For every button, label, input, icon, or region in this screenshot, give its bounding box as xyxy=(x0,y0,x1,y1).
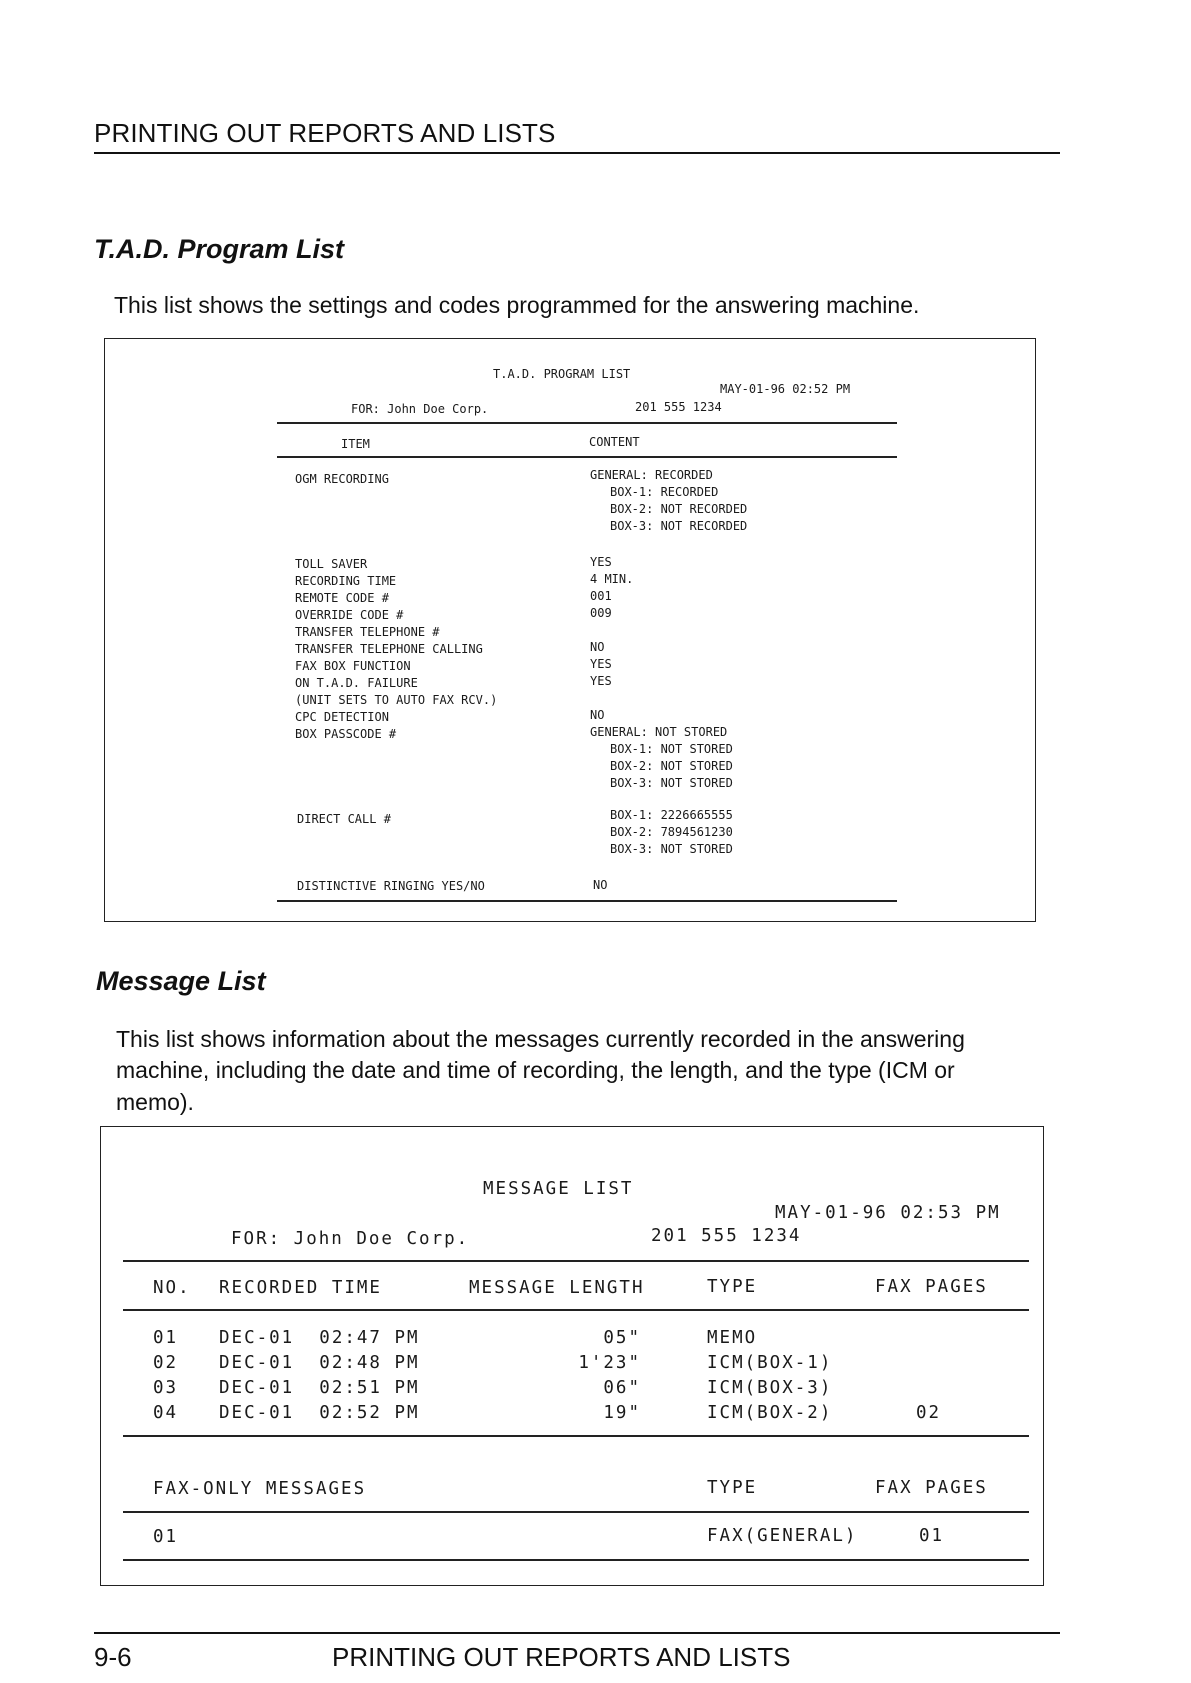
tad-value-recording-time: 4 MIN. xyxy=(590,572,634,586)
msg-col-message-length: MESSAGE LENGTH xyxy=(469,1278,645,1298)
msg-row-2-length: 1'23" xyxy=(578,1353,641,1373)
tad-value-cpc-detection: NO xyxy=(590,708,605,722)
tad-col-item: ITEM xyxy=(341,437,370,451)
tad-value-fax-box-function: YES xyxy=(590,657,612,671)
tad-section-heading: T.A.D. Program List xyxy=(94,234,345,264)
tad-item-distinctive-ringing: DISTINCTIVE RINGING YES/NO xyxy=(297,879,485,893)
msg-row-4-no: 04 xyxy=(153,1403,179,1423)
msg-row-4-type: ICM(BOX-2) xyxy=(707,1403,833,1423)
msg-col-no: NO. xyxy=(153,1278,191,1298)
tad-value-transfer-calling: NO xyxy=(590,640,605,654)
tad-direct-call-box2: BOX-2: 7894561230 xyxy=(610,825,733,839)
msg-row-1-no: 01 xyxy=(153,1328,179,1348)
tad-value-distinctive-ringing: NO xyxy=(593,878,608,892)
tad-direct-call-box1: BOX-1: 2226665555 xyxy=(610,808,733,822)
msg-row-2-no: 02 xyxy=(153,1353,179,1373)
tad-value-tad-failure: YES xyxy=(590,674,612,688)
tad-item-override-code: OVERRIDE CODE # xyxy=(295,608,404,622)
tad-value-remote-code: 001 xyxy=(590,589,612,603)
tad-item-cpc-detection: CPC DETECTION xyxy=(295,710,389,724)
tad-ogm-box2: BOX-2: NOT RECORDED xyxy=(610,502,748,516)
msg-rule-header xyxy=(123,1309,1029,1311)
msg-rule-top xyxy=(123,1260,1029,1262)
msg-row-1-time: DEC-01 02:47 PM xyxy=(219,1328,420,1348)
tad-passcode-box1: BOX-1: NOT STORED xyxy=(610,742,733,756)
tad-direct-call-box3: BOX-3: NOT STORED xyxy=(610,842,733,856)
msg-fax-only-label: FAX-ONLY MESSAGES xyxy=(153,1479,367,1499)
footer-title: PRINTING OUT REPORTS AND LISTS xyxy=(332,1642,791,1672)
msg-rule-fax-header xyxy=(123,1511,1029,1513)
tad-section-intro: This list shows the settings and codes programmed for the answering machine. xyxy=(114,292,920,318)
message-list-printout xyxy=(100,1126,1044,1586)
msg-row-3-length: 06" xyxy=(603,1378,641,1398)
tad-value-toll-saver: YES xyxy=(590,555,612,569)
msg-row-3-type: ICM(BOX-3) xyxy=(707,1378,833,1398)
msg-row-2-type: ICM(BOX-1) xyxy=(707,1353,833,1373)
tad-program-list-printout xyxy=(104,338,1036,922)
tad-rule-top xyxy=(277,422,897,424)
msg-row-1-length: 05" xyxy=(603,1328,641,1348)
tad-ogm-general: GENERAL: RECORDED xyxy=(590,468,713,482)
msg-row-3-time: DEC-01 02:51 PM xyxy=(219,1378,420,1398)
tad-item-tad-failure: ON T.A.D. FAILURE xyxy=(295,676,418,690)
header-rule xyxy=(94,152,1060,154)
tad-item-transfer-telephone: TRANSFER TELEPHONE # xyxy=(295,625,440,639)
tad-item-fax-box-function: FAX BOX FUNCTION xyxy=(295,659,411,673)
message-intro-line-1: This list shows information about the messages currently recorded in the answering xyxy=(116,1026,965,1052)
tad-item-auto-fax-note: (UNIT SETS TO AUTO FAX RCV.) xyxy=(295,693,498,707)
footer-page-number: 9-6 xyxy=(94,1642,132,1672)
msg-fax-row-1-no: 01 xyxy=(153,1527,179,1547)
footer-rule xyxy=(94,1632,1060,1634)
msg-list-phone: 201 555 1234 xyxy=(651,1226,802,1246)
message-section-heading: Message List xyxy=(96,966,266,996)
msg-row-2-time: DEC-01 02:48 PM xyxy=(219,1353,420,1373)
msg-fax-row-1-pages: 01 xyxy=(919,1526,945,1546)
msg-col-recorded-time: RECORDED TIME xyxy=(219,1278,382,1298)
msg-row-4-time: DEC-01 02:52 PM xyxy=(219,1403,420,1423)
msg-row-3-no: 03 xyxy=(153,1378,179,1398)
tad-passcode-box2: BOX-2: NOT STORED xyxy=(610,759,733,773)
tad-item-ogm: OGM RECORDING xyxy=(295,472,389,486)
tad-item-box-passcode: BOX PASSCODE # xyxy=(295,727,397,741)
msg-fax-only-col-type: TYPE xyxy=(707,1478,758,1498)
message-intro-line-2: machine, including the date and time of recording, the length, and the type (ICM or xyxy=(116,1057,955,1083)
msg-row-4-pages: 02 xyxy=(916,1403,942,1423)
page-header-title: PRINTING OUT REPORTS AND LISTS xyxy=(94,118,556,148)
tad-rule-bottom xyxy=(277,900,897,902)
tad-item-direct-call: DIRECT CALL # xyxy=(297,812,391,826)
tad-item-transfer-calling: TRANSFER TELEPHONE CALLING xyxy=(295,642,483,656)
msg-rule-bottom xyxy=(123,1559,1029,1561)
msg-row-4-length: 19" xyxy=(603,1403,641,1423)
msg-list-for-label: FOR: John Doe Corp. xyxy=(231,1229,470,1249)
tad-passcode-general: GENERAL: NOT STORED xyxy=(590,725,728,739)
tad-item-remote-code: REMOTE CODE # xyxy=(295,591,389,605)
tad-ogm-box3: BOX-3: NOT RECORDED xyxy=(610,519,748,533)
msg-list-title: MESSAGE LIST xyxy=(483,1179,634,1199)
tad-value-override-code: 009 xyxy=(590,606,612,620)
msg-fax-row-1-type: FAX(GENERAL) xyxy=(707,1526,858,1546)
tad-list-datetime: MAY-01-96 02:52 PM xyxy=(720,382,851,396)
tad-item-recording-time: RECORDING TIME xyxy=(295,574,397,588)
msg-col-fax-pages: FAX PAGES xyxy=(875,1277,988,1297)
msg-col-type: TYPE xyxy=(707,1277,758,1297)
msg-list-datetime: MAY-01-96 02:53 PM xyxy=(775,1203,1001,1223)
tad-list-phone: 201 555 1234 xyxy=(635,400,722,414)
tad-passcode-box3: BOX-3: NOT STORED xyxy=(610,776,733,790)
tad-list-for-label: FOR: John Doe Corp. xyxy=(351,402,489,416)
tad-col-content: CONTENT xyxy=(589,435,640,449)
tad-ogm-box1: BOX-1: RECORDED xyxy=(610,485,719,499)
message-intro-line-3: memo). xyxy=(116,1089,194,1115)
tad-item-toll-saver: TOLL SAVER xyxy=(295,557,368,571)
msg-rule-rows xyxy=(123,1435,1029,1437)
msg-fax-only-col-pages: FAX PAGES xyxy=(875,1478,988,1498)
msg-row-1-type: MEMO xyxy=(707,1328,758,1348)
tad-rule-header xyxy=(277,456,897,458)
tad-list-title: T.A.D. PROGRAM LIST xyxy=(493,367,631,381)
